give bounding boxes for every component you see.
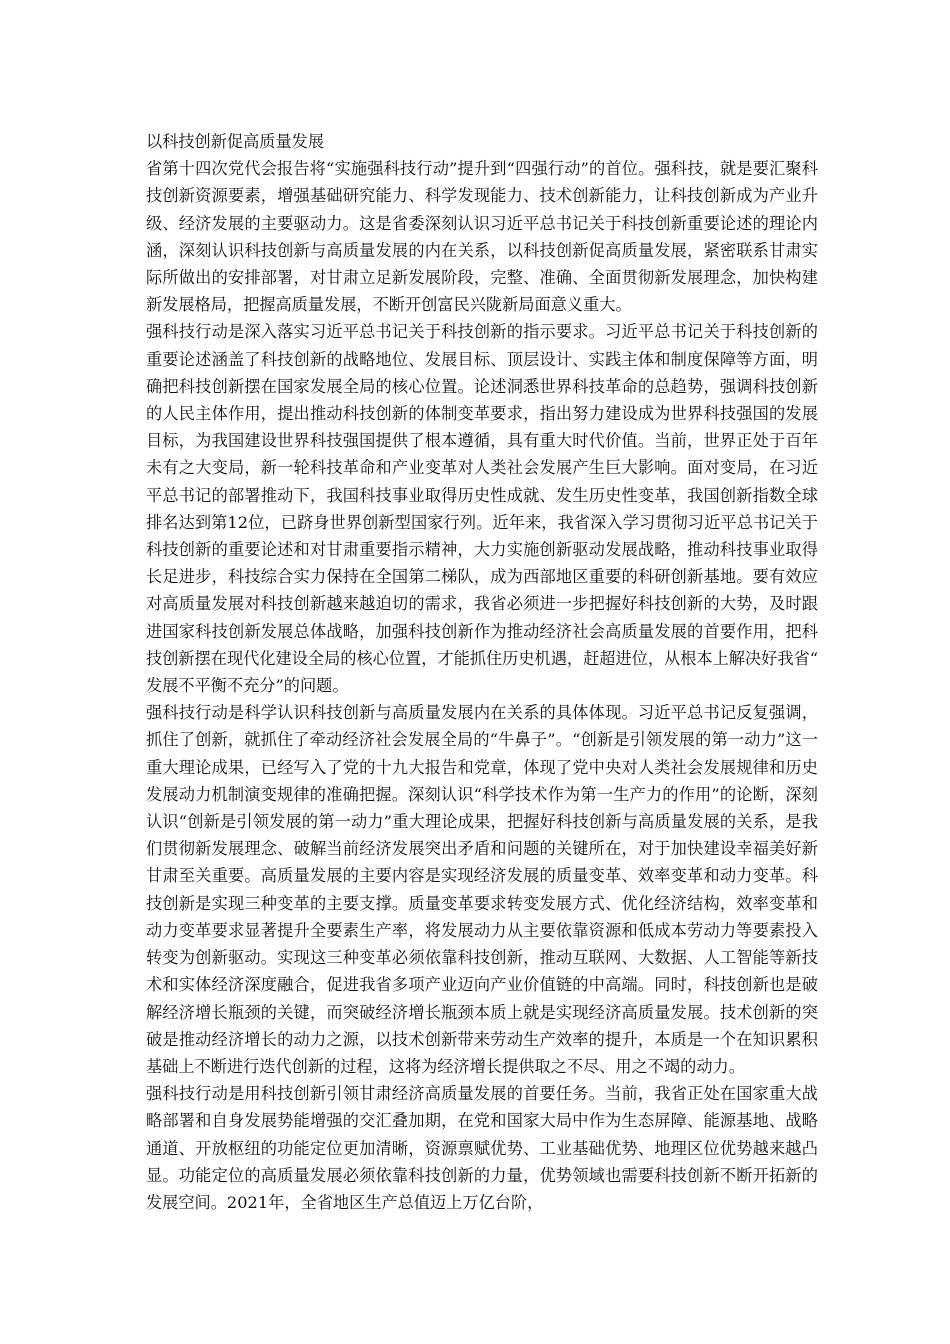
paragraph-3: 强科技行动是科学认识科技创新与高质量发展内在关系的具体体现。习近平总书记反复强调，抓住了创新，就抓住了牵动经济社会发展全局的“牛鼻子”。“创新是引领发展的第一动力”这一重大理论成果，已经写入了党的十九大报告和党章，体现了党中央对人类社会发展规律和历史发展动力机制演变规律的准确把握。深刻认识“科学技术作为第一生产力的作用”的论断，深刻认识“创新是引领发展的第一动力”重大理论成果，把握好科技创新与高质量发展的关系，是我们贯彻新发展理念、破解当前经济发展突出矛盾和问题的关键所在，对于加快建设幸福美好新甘肃至关重要。高质量发展的主要内容是实现经济发展的质量变革、效率变革和动力变革。科技创新是实现三种变革的主要支撑。质量变革要求转变发展方式、优化经济结构，效率变革和动力变革要求显著提升全要素生产率，将发展动力从主要依靠资源和低成本劳动力等要素投入转变为创新驱动。实现这三种变革必须依靠科技创新，推动互联网、大数据、人工智能等新技术和实体经济深度融合，促进我省多项产业迈向产业价值链的中高端。同时，科技创新也是破解经济增长瓶颈的关键，而突破经济增长瓶颈本质上就是实现经济高质量发展。技术创新的突破是推动经济增长的动力之源，以技术创新带来劳动生产效率的提升，本质是一个在知识累积基础上不断进行迭代创新的过程，这将为经济增长提供取之不尽、用之不竭的动力。 bbox=[146, 703, 818, 1076]
paragraph-2: 强科技行动是深入落实习近平总书记关于科技创新的指示要求。习近平总书记关于科技创新的重要论述涵盖了科技创新的战略地位、发展目标、顶层设计、实践主体和制度保障等方面，明确把科技创新摆在国家发展全局的核心位置。论述洞悉世界科技革命的总趋势，强调科技创新的人民主体作用，提出推动科技创新的体制变革要求，指出努力建设成为世界科技强国的发展目标，为我国建设世界科技强国提供了根本遵循，具有重大时代价值。当前，世界正处于百年未有之大变局，新一轮科技革命和产业变革对人类社会发展产生巨大影响。面对变局，在习近平总书记的部署推动下，我国科技事业取得历史性成就、发生历史性变革，我国创新指数全球排名达到第12位，已跻身世界创新型国家行列。近年来，我省深入学习贯彻习近平总书记关于科技创新的重要论述和对甘肃重要指示精神，大力实施创新驱动发展战略，推动科技事业取得长足进步，科技综合实力保持在全国第二梯队，成为西部地区重要的科研创新基地。要有效应对高质量发展对科技创新越来越迫切的需求，我省必须进一步把握好科技创新的大势，及时跟进国家科技创新发展总体战略，加强科技创新作为推动经济社会高质量发展的首要作用，把科技创新摆在现代化建设全局的核心位置，才能抓住历史机遇，赶超进位，从根本上解决好我省“发展不平衡不充分”的问题。 bbox=[146, 322, 818, 696]
paragraph-4: 强科技行动是用科技创新引领甘肃经济高质量发展的首要任务。当前，我省正处在国家重大战略部署和自身发展势能增强的交汇叠加期，在党和国家大局中作为生态屏障、能源基地、战略通道、开放枢纽的功能定位更加清晰，资源禀赋优势、工业基础优势、地理区位优势越来越凸显。功能定位的高质量发展必须依靠科技创新的力量，优势领域也需要科技创新不断开拓新的发展空间。2021年，全省地区生产总值迈上万亿台阶， bbox=[146, 1084, 818, 1212]
document-title: 以科技创新促高质量发展 bbox=[146, 132, 325, 151]
document-body bbox=[146, 128, 818, 1216]
paragraph-1: 省第十四次党代会报告将“实施强科技行动”提升到“四强行动”的首位。强科技，就是要汇聚科技创新资源要素，增强基础研究能力、科学发现能力、技术创新能力，让科技创新成为产业升级、经济发展的主要驱动力。这是省委深刻认识习近平总书记关于科技创新重要论述的理论内涵，深刻认识科技创新与高质量发展的内在关系，以科技创新促高质量发展，紧密联系甘肃实际所做出的安排部署，对甘肃立足新发展阶段，完整、准确、全面贯彻新发展理念，加快构建新发展格局，把握高质量发展，不断开创富民兴陇新局面意义重大。 bbox=[146, 159, 818, 315]
